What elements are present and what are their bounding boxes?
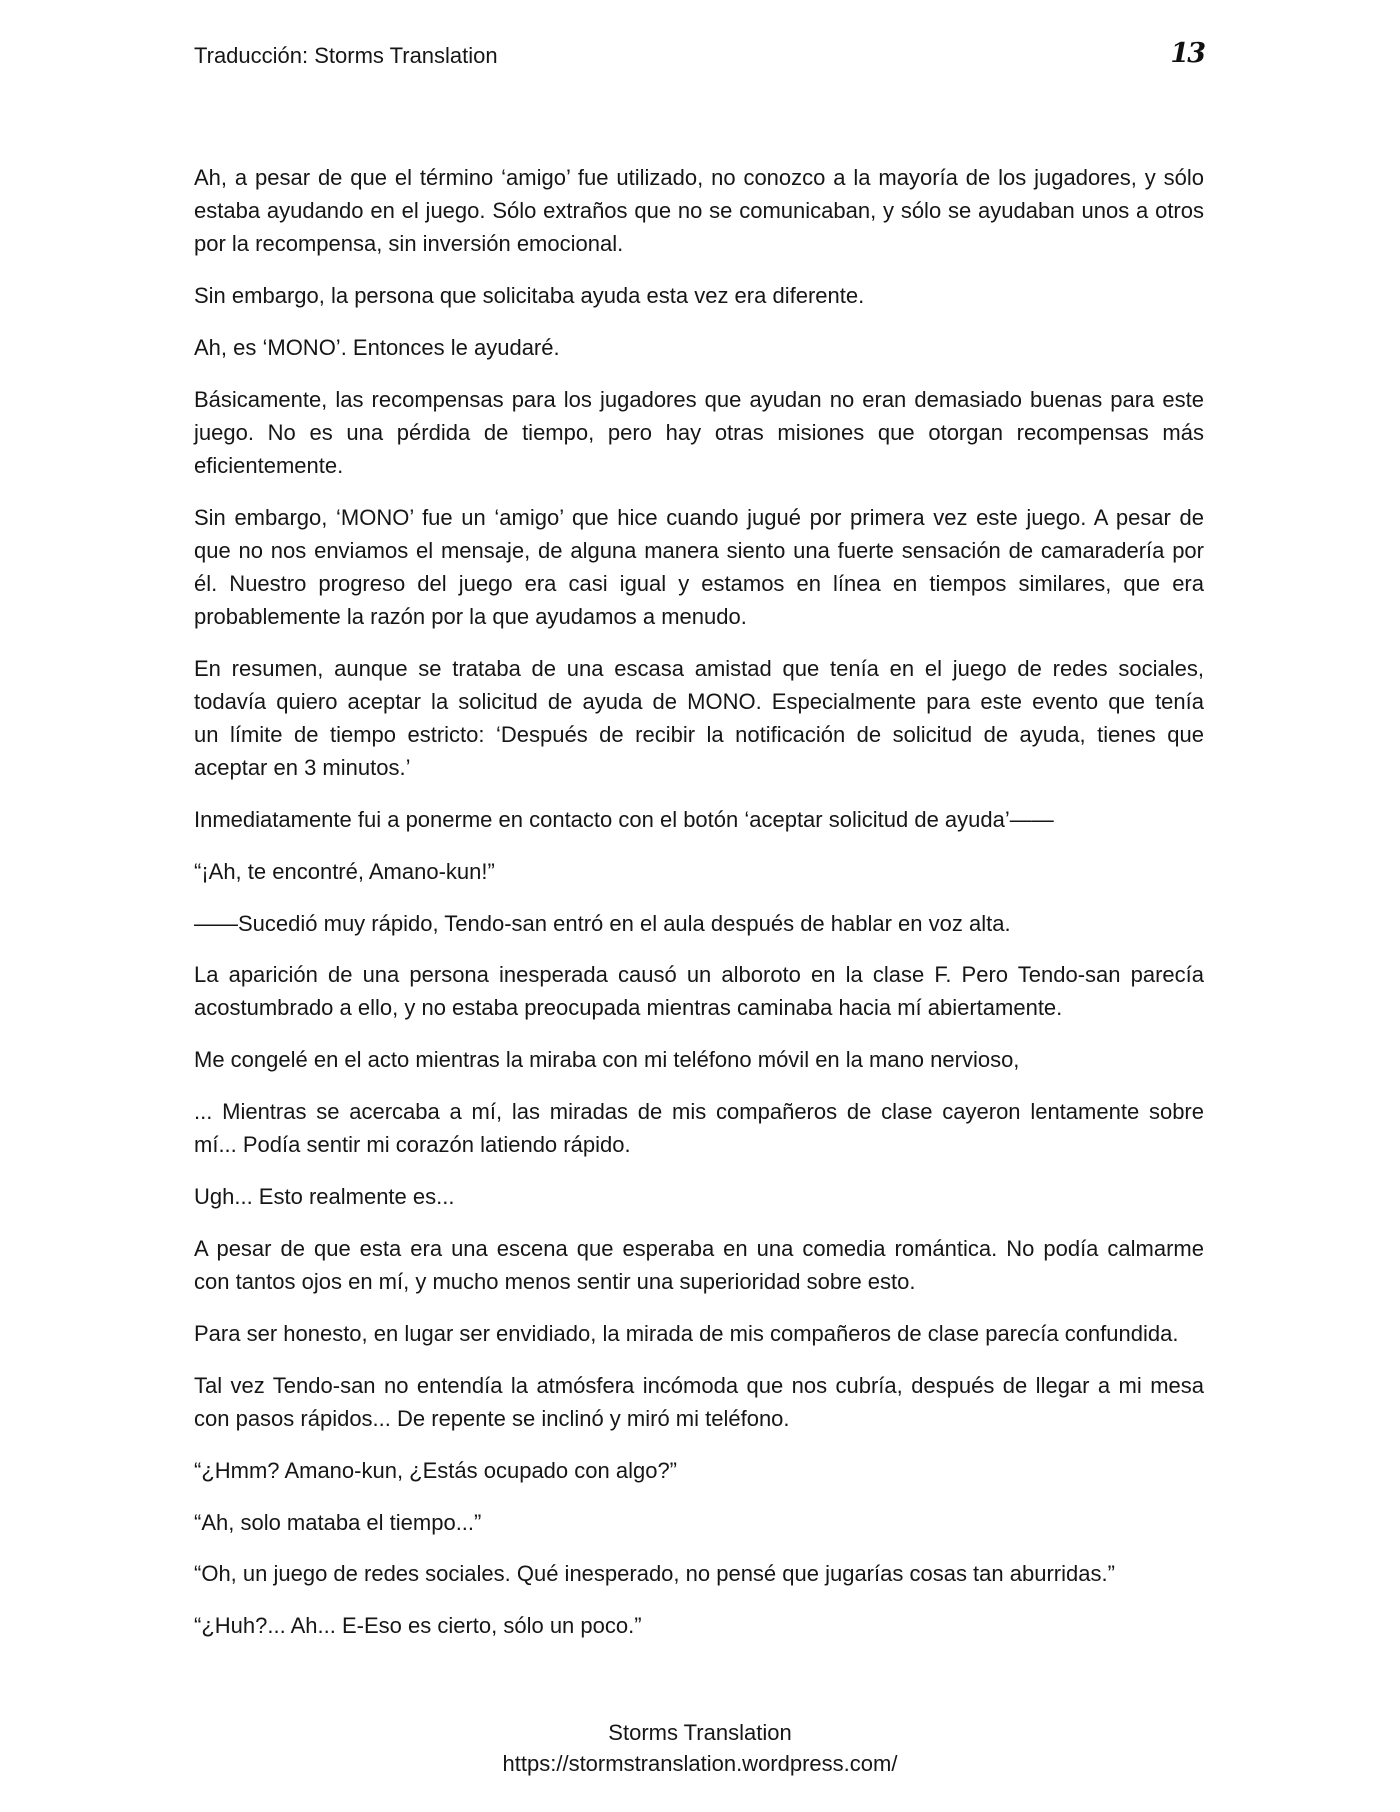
text-line: eficientemente. [194, 453, 344, 479]
text-line: estaba ayudando en el juego. Sólo extraños que no se comunicaban, y sólo se ayudaban unos a otros [194, 198, 1204, 224]
text-line: mí... Podía sentir mi corazón latiendo rápido. [194, 1132, 631, 1158]
text-line: que no nos enviamos el mensaje, de alguna manera siento una fuerte sensación de camaradería por [194, 537, 1204, 563]
running-header-title: Traducción: Storms Translation [194, 43, 498, 68]
text-line: ... Mientras se acercaba a mí, las miradas de mis compañeros de clase cayeron lentamente sobre [194, 1099, 1204, 1125]
text-line: Me congelé en el acto mientras la miraba con mi teléfono móvil en la mano nervioso, [194, 1047, 1020, 1073]
text-line: un límite de tiempo estricto: ‘Después de recibir la notificación de solicitud de ayuda, tienes que [194, 721, 1204, 747]
paragraph [194, 1317, 1204, 1350]
paragraph [194, 279, 1204, 312]
paragraph [194, 1043, 1204, 1076]
paragraph [194, 331, 1204, 364]
text-line: probablemente la razón por la que ayudamos a menudo. [194, 603, 747, 629]
text-line: “Ah, solo mataba el tiempo...” [194, 1509, 482, 1535]
text-line: Inmediatamente fui a ponerme en contacto con el botón ‘aceptar solicitud de ayuda’—— [194, 806, 1054, 832]
text-line: “¿Hmm? Amano-kun, ¿Estás ocupado con algo?” [194, 1457, 678, 1483]
paragraph [194, 803, 1204, 836]
paragraph [194, 161, 1204, 260]
text-line: ——Sucedió muy rápido, Tendo-san entró en el aula después de hablar en voz alta. [194, 910, 1011, 936]
text-line: Sin embargo, ‘MONO’ fue un ‘amigo’ que hice cuando jugué por primera vez este juego. A pesar de [194, 504, 1204, 530]
text-line: con pasos rápidos... De repente se inclinó y miró mi teléfono. [194, 1405, 790, 1431]
paragraph [194, 1095, 1204, 1161]
paragraph [194, 1180, 1204, 1213]
text-line: juego. No es una pérdida de tiempo, pero hay otras misiones que otorgan recompensas más [194, 420, 1204, 446]
paragraph [194, 855, 1204, 888]
text-line: “Oh, un juego de redes sociales. Qué inesperado, no pensé que jugarías cosas tan aburridas.” [194, 1561, 1115, 1587]
text-line: Sin embargo, la persona que solicitaba ayuda esta vez era diferente. [194, 283, 865, 309]
paragraph [194, 652, 1204, 784]
text-line: Para ser honesto, en lugar ser envidiado, la mirada de mis compañeros de clase parecía confundida. [194, 1320, 1179, 1346]
text-line: por la recompensa, sin inversión emocional. [194, 231, 624, 257]
paragraph [194, 501, 1204, 633]
paragraph [194, 1609, 1204, 1642]
paragraph [194, 383, 1204, 482]
text-line: A pesar de que esta era una escena que esperaba en una comedia romántica. No podía calmarme [194, 1235, 1204, 1261]
paragraph [194, 1369, 1204, 1435]
text-line: acostumbrado a ello, y no estaba preocupada mientras caminaba hacia mí abiertamente. [194, 995, 1063, 1021]
paragraph [194, 1454, 1204, 1487]
text-line: todavía quiero aceptar la solicitud de ayuda de MONO. Especialmente para este evento que tenía [194, 688, 1204, 714]
text-line: Ah, es ‘MONO’. Entonces le ayudaré. [194, 335, 560, 361]
body-text [194, 161, 1204, 1661]
text-line: Ugh... Esto realmente es... [194, 1184, 455, 1210]
text-line: aceptar en 3 minutos.’ [194, 754, 411, 780]
paragraph [194, 1232, 1204, 1298]
footer-site-name: Storms Translation [608, 1720, 792, 1745]
page-footer [0, 1717, 1400, 1779]
text-line: con tantos ojos en mí, y mucho menos sentir una superioridad sobre esto. [194, 1268, 916, 1294]
text-line: Tal vez Tendo-san no entendía la atmósfera incómoda que nos cubría, después de llegar a mi mesa [194, 1372, 1204, 1398]
paragraph [194, 958, 1204, 1024]
footer-url: https://stormstranslation.wordpress.com/ [502, 1751, 898, 1776]
paragraph [194, 1506, 1204, 1539]
page-number: 13 [1170, 38, 1204, 69]
text-line: La aparición de una persona inesperada causó un alboroto en la clase F. Pero Tendo-san parecía [194, 962, 1204, 988]
text-line: “¿Huh?... Ah... E-Eso es cierto, sólo un poco.” [194, 1613, 642, 1639]
paragraph [194, 907, 1204, 940]
text-line: “¡Ah, te encontré, Amano-kun!” [194, 858, 495, 884]
text-line: Básicamente, las recompensas para los jugadores que ayudan no eran demasiado buenas para este [194, 387, 1204, 413]
text-line: Ah, a pesar de que el término ‘amigo’ fue utilizado, no conozco a la mayoría de los jugadores, y sólo [194, 165, 1204, 191]
paragraph [194, 1557, 1204, 1590]
text-line: él. Nuestro progreso del juego era casi igual y estamos en línea en tiempos similares, que era [194, 570, 1204, 596]
text-line: En resumen, aunque se trataba de una escasa amistad que tenía en el juego de redes sociales, [194, 655, 1204, 681]
